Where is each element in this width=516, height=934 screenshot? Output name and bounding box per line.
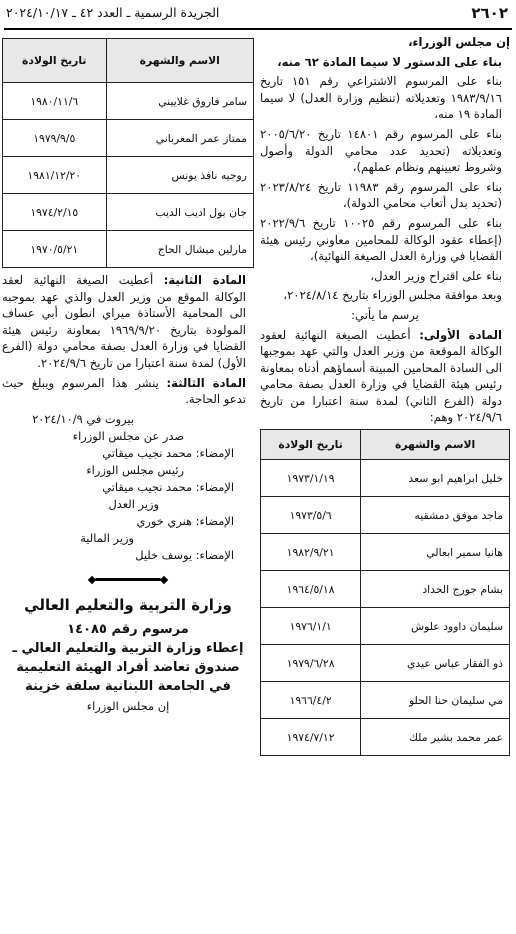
justice-minister-title: وزير العدل bbox=[108, 496, 159, 511]
article-1 bbox=[260, 327, 510, 427]
signature-finance: الإمضاء: يوسف خليل bbox=[135, 547, 234, 562]
table-row bbox=[3, 194, 254, 231]
table-header-name: الاسم والشهرة bbox=[106, 39, 253, 83]
cell-name: هانيا سمير ابعالي bbox=[361, 534, 510, 571]
table-header-name: الاسم والشهرة bbox=[361, 430, 510, 460]
right-column bbox=[260, 34, 510, 760]
left-lawyers-table bbox=[2, 38, 254, 268]
preamble-decree-151: بناء على المرسوم الاشتراعي رقم ١٥١ تاريخ ١٩٨٣/٩/١٦ وتعديلاته (تنظيم وزارة العدل) لا سيما المادة ١٩ منه، bbox=[260, 74, 502, 122]
cell-name: جان بول اديب الديب bbox=[106, 194, 253, 231]
table-row bbox=[3, 231, 254, 268]
preamble-decree-10025: بناء على المرسوم رقم ١٠٠٢٥ تاريخ ٢٠٢٢/٩/٦ (إعطاء عقود الوكالة للمحامين معاوني رئيس هيئة القضايا في وزارة العدل الصيغة النهائية)، bbox=[260, 215, 502, 264]
cell-name: مارلين ميشال الحاج bbox=[106, 231, 253, 268]
decree-number: مرسوم رقم ١٤٠٨٥ bbox=[67, 621, 189, 637]
decree-title-line-2: صندوق تعاضد أفراد الهيئة التعليمية bbox=[16, 659, 240, 675]
table-row bbox=[261, 497, 510, 534]
cell-date: ١٩٦٦/٤/٢ bbox=[261, 682, 361, 719]
cell-date: ١٩٧٩/٦/٢٨ bbox=[261, 645, 361, 682]
cell-date: ١٩٦٤/٥/١٨ bbox=[261, 571, 361, 608]
article-1-text: أعطيت الصيغة النهائية لعقود الوكالة الموقعة من وزير العدل والتي عهد بموجبها الى السادة المحامين المبينة أسماؤهم أدناه بمعاونة رئيس هيئة القضايا في وزارة العدل بصفة محامي دولة (الفرع الثاني) لمدة سنة اعتبارا من تاريخ ٢٠٢٤/٩/٦ وهم: bbox=[260, 327, 502, 425]
left-column bbox=[2, 36, 254, 715]
cell-name: خليل ابراهيم ابو سعد bbox=[361, 460, 510, 497]
cell-date: ١٩٨١/١٢/٢٠ bbox=[3, 157, 107, 194]
article-3 bbox=[2, 375, 254, 408]
cell-date: ١٩٨٠/١١/٦ bbox=[3, 83, 107, 120]
cell-name: بشام جورج الحداد bbox=[361, 571, 510, 608]
article-2 bbox=[2, 272, 254, 372]
cell-date: ١٩٧٤/٧/١٢ bbox=[261, 719, 361, 756]
preamble-decree-11983: بناء على المرسوم رقم ١١٩٨٣ تاريخ ٢٠٢٣/٨/٢٤ (تحديد بدل أتعاب محامي الدولة)، bbox=[260, 179, 502, 211]
table-row bbox=[261, 645, 510, 682]
article-1-label: المادة الأولى: bbox=[419, 327, 502, 342]
table-row bbox=[3, 157, 254, 194]
table-row bbox=[3, 83, 254, 120]
cell-date: ١٩٧٤/٢/١٥ bbox=[3, 194, 107, 231]
page-header bbox=[4, 4, 512, 26]
table-row bbox=[261, 608, 510, 645]
cell-date: ١٩٧٠/٥/٢١ bbox=[3, 231, 107, 268]
cell-name: عمر محمد بشير ملك bbox=[361, 719, 510, 756]
cell-name: ذو الفقار عباس عيدي bbox=[361, 645, 510, 682]
decree-title-line-1: إعطاء وزارة التربية والتعليم العالي ـ bbox=[12, 640, 244, 656]
header-rule bbox=[4, 28, 512, 30]
preamble-proposal: بناء على اقتراح وزير العدل، bbox=[370, 268, 502, 283]
cell-name: سليمان داوود علوش bbox=[361, 608, 510, 645]
table-row bbox=[261, 719, 510, 756]
preamble-constitution: بناء على الدستور لا سيما المادة ٦٢ منه، bbox=[277, 54, 502, 69]
signature-justice: الإمضاء: هنري خوري bbox=[136, 513, 234, 528]
cell-name: ماجد موفق دمشقيه bbox=[361, 497, 510, 534]
cell-name: مي سليمان حنا الحلو bbox=[361, 682, 510, 719]
intro-line: إن مجلس الوزراء، bbox=[408, 35, 510, 49]
cell-name: روجيه نافذ يونس bbox=[106, 157, 253, 194]
article-3-label: المادة الثالثة: bbox=[166, 375, 247, 390]
cell-date: ١٩٧٣/١/١٩ bbox=[261, 460, 361, 497]
cell-name: ممتاز عمر المعرباني bbox=[106, 120, 253, 157]
table-row bbox=[261, 682, 510, 719]
article-2-text: أعطيت الصيغة النهائية لعقد الوكالة الموقع من وزير العدل والذي عهد بموجبه الى المحامية الأستاذة ميراي انطون أبي عساف المولودة بتاريخ ١٩٦٩/٩/٢٠ بمعاونة رئيس هيئة القضايا في وزارة العدل بصفة محامي دولة (الفرع الأول) لمدة سنة اعتبارا من تاريخ ٢٠٢٤/٩/٦. bbox=[2, 273, 246, 370]
cell-date: ١٩٧٦/١/١ bbox=[261, 608, 361, 645]
signature-pm-2: الإمضاء: محمد نجيب ميقاتي bbox=[102, 479, 234, 494]
place-date: بيروت في ٢٠٢٤/١٠/٩ bbox=[32, 411, 134, 426]
issued-by: صدر عن مجلس الوزراء bbox=[72, 428, 184, 443]
running-title: الجريدة الرسمية ـ العدد ٤٢ ـ ٢٠٢٤/١٠/١٧ bbox=[6, 5, 220, 20]
right-lawyers-table bbox=[260, 429, 510, 756]
ministry-heading: وزارة التربية والتعليم العالي bbox=[24, 595, 232, 614]
table-row bbox=[261, 534, 510, 571]
decree-title-line-3: في الجامعة اللبنانية سلفة خزينة bbox=[25, 678, 231, 694]
section-divider bbox=[87, 574, 169, 586]
finance-minister-title: وزير المالية bbox=[80, 530, 134, 545]
decrees-line: يرسم ما يأتي: bbox=[351, 307, 419, 322]
preamble-decree-14801: بناء على المرسوم رقم ١٤٨٠١ تاريخ ٢٠٠٥/٦/٢٠ وتعديلاته (تحديد عدد محامي الدولة وأصول وشروط تعيينهم ونظام عملهم)، bbox=[260, 126, 502, 175]
article-2-label: المادة الثانية: bbox=[163, 273, 246, 287]
table-row bbox=[3, 120, 254, 157]
cell-date: ١٩٧٣/٥/٦ bbox=[261, 497, 361, 534]
article-3-text: ينشر هذا المرسوم ويبلغ حيث تدعو الحاجة. bbox=[2, 375, 246, 407]
cell-date: ١٩٨٢/٩/٢١ bbox=[261, 534, 361, 571]
preamble-approval: وبعد موافقة مجلس الوزراء بتاريخ ٢٠٢٤/٨/١٤، bbox=[283, 288, 502, 303]
table-header-birthdate: تاريخ الولادة bbox=[261, 430, 361, 460]
table-row bbox=[261, 571, 510, 608]
table-header-birthdate: تاريخ الولادة bbox=[3, 39, 107, 83]
pm-title: رئيس مجلس الوزراء bbox=[86, 462, 184, 477]
closing-line: إن مجلس الوزراء bbox=[86, 698, 170, 713]
cell-name: سامر فاروق غلاييني bbox=[106, 83, 253, 120]
cell-date: ١٩٧٩/٩/٥ bbox=[3, 120, 107, 157]
signature-pm-1: الإمضاء: محمد نجيب ميقاتي bbox=[102, 445, 234, 460]
table-row bbox=[261, 460, 510, 497]
page-number: ٢٦٠٢ bbox=[471, 4, 508, 22]
